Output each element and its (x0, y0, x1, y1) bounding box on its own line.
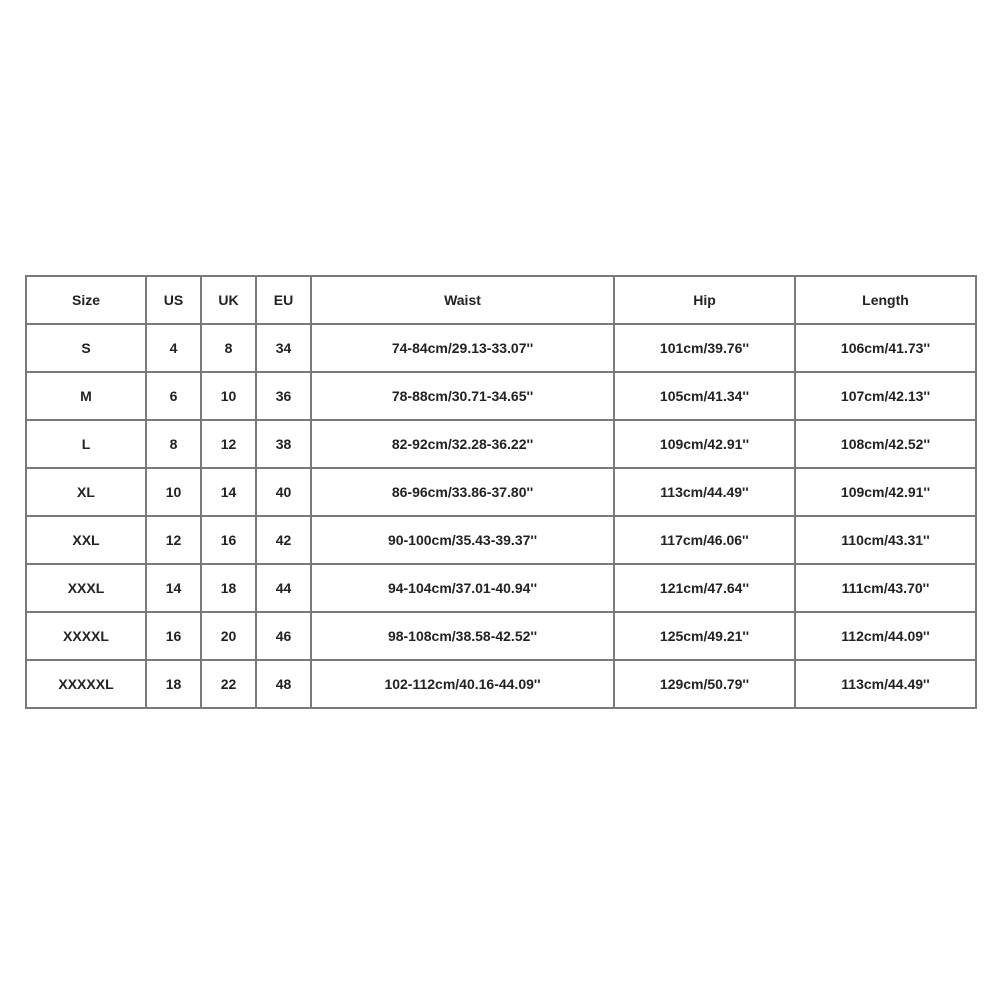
cell-waist: 78-88cm/30.71-34.65'' (311, 372, 614, 420)
table-row (26, 564, 976, 612)
cell-size: XXXL (26, 564, 146, 612)
cell-waist: 98-108cm/38.58-42.52'' (311, 612, 614, 660)
cell-hip: 101cm/39.76'' (614, 324, 795, 372)
header-eu: EU (256, 276, 311, 324)
cell-us: 4 (146, 324, 201, 372)
cell-uk: 14 (201, 468, 256, 516)
cell-us: 12 (146, 516, 201, 564)
cell-us: 16 (146, 612, 201, 660)
header-us: US (146, 276, 201, 324)
cell-eu: 48 (256, 660, 311, 708)
cell-us: 8 (146, 420, 201, 468)
cell-hip: 129cm/50.79'' (614, 660, 795, 708)
cell-length: 107cm/42.13'' (795, 372, 976, 420)
cell-uk: 20 (201, 612, 256, 660)
table-row (26, 468, 976, 516)
cell-eu: 38 (256, 420, 311, 468)
cell-hip: 113cm/44.49'' (614, 468, 795, 516)
table-row (26, 420, 976, 468)
header-hip: Hip (614, 276, 795, 324)
header-uk: UK (201, 276, 256, 324)
header-size: Size (26, 276, 146, 324)
cell-eu: 44 (256, 564, 311, 612)
cell-us: 14 (146, 564, 201, 612)
cell-waist: 90-100cm/35.43-39.37'' (311, 516, 614, 564)
cell-size: XXL (26, 516, 146, 564)
size-chart-table (25, 275, 977, 709)
cell-waist: 102-112cm/40.16-44.09'' (311, 660, 614, 708)
cell-hip: 109cm/42.91'' (614, 420, 795, 468)
cell-uk: 12 (201, 420, 256, 468)
cell-length: 106cm/41.73'' (795, 324, 976, 372)
cell-length: 110cm/43.31'' (795, 516, 976, 564)
cell-length: 111cm/43.70'' (795, 564, 976, 612)
cell-eu: 46 (256, 612, 311, 660)
cell-size: S (26, 324, 146, 372)
cell-uk: 16 (201, 516, 256, 564)
cell-hip: 125cm/49.21'' (614, 612, 795, 660)
table-row (26, 516, 976, 564)
cell-us: 18 (146, 660, 201, 708)
header-row (26, 276, 976, 324)
cell-waist: 94-104cm/37.01-40.94'' (311, 564, 614, 612)
cell-uk: 18 (201, 564, 256, 612)
table-row (26, 324, 976, 372)
cell-size: M (26, 372, 146, 420)
cell-hip: 105cm/41.34'' (614, 372, 795, 420)
table-row (26, 612, 976, 660)
cell-waist: 82-92cm/32.28-36.22'' (311, 420, 614, 468)
cell-eu: 36 (256, 372, 311, 420)
cell-size: L (26, 420, 146, 468)
header-length: Length (795, 276, 976, 324)
cell-eu: 42 (256, 516, 311, 564)
cell-size: XL (26, 468, 146, 516)
cell-uk: 22 (201, 660, 256, 708)
cell-uk: 8 (201, 324, 256, 372)
cell-length: 112cm/44.09'' (795, 612, 976, 660)
header-waist: Waist (311, 276, 614, 324)
cell-size: XXXXXL (26, 660, 146, 708)
cell-us: 6 (146, 372, 201, 420)
cell-hip: 117cm/46.06'' (614, 516, 795, 564)
cell-length: 109cm/42.91'' (795, 468, 976, 516)
cell-waist: 74-84cm/29.13-33.07'' (311, 324, 614, 372)
cell-waist: 86-96cm/33.86-37.80'' (311, 468, 614, 516)
cell-uk: 10 (201, 372, 256, 420)
table-row (26, 660, 976, 708)
cell-eu: 34 (256, 324, 311, 372)
cell-us: 10 (146, 468, 201, 516)
cell-length: 113cm/44.49'' (795, 660, 976, 708)
cell-eu: 40 (256, 468, 311, 516)
cell-size: XXXXL (26, 612, 146, 660)
cell-length: 108cm/42.52'' (795, 420, 976, 468)
table-row (26, 372, 976, 420)
cell-hip: 121cm/47.64'' (614, 564, 795, 612)
